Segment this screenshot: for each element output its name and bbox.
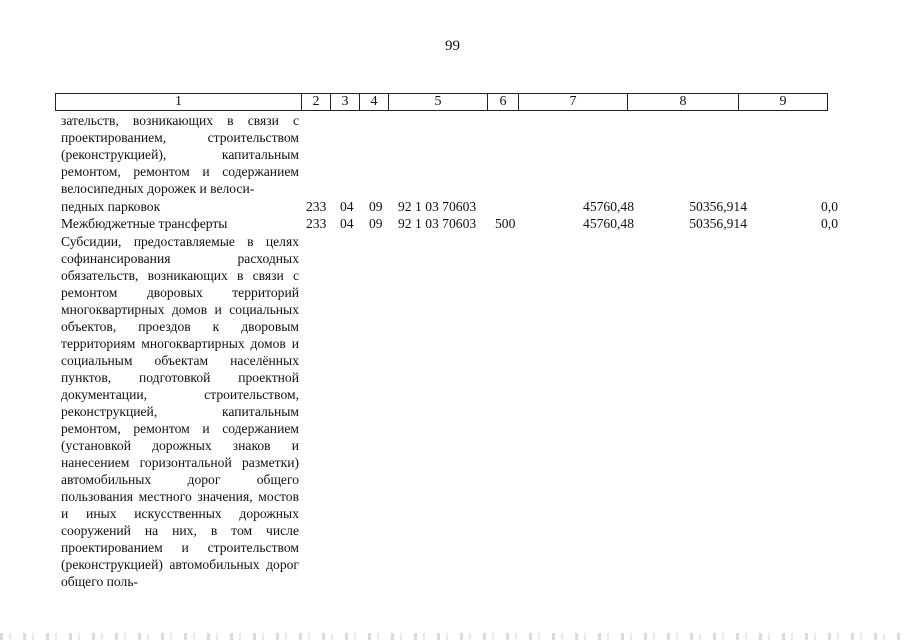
scan-noise xyxy=(0,633,905,640)
column-header-3: 3 xyxy=(331,94,360,111)
row-2-section: 04 xyxy=(340,216,354,231)
row-1-amount-1: 45760,48 xyxy=(583,199,634,214)
row-1-code-adm: 233 xyxy=(306,199,327,214)
page-number: 99 xyxy=(445,38,460,54)
row-1-section: 04 xyxy=(340,199,354,214)
column-header-1: 1 xyxy=(56,94,302,111)
row-3-description: Субсидии, предоставляемые в целях софинансирования расходных обязательств, возникающих в связи с ремонтом дворовых территорий многоквартирных домов и социальных объектов, проездов к дворовым территориям многоквартирных домов и социальным объектам населённых пунктов, подготовкой проектной документации, строительством, реконструкцией, капитальным ремонтом, ремонтом и содержанием (установкой дорожных знаков и нанесением горизонтальной разметки) автомобильных дорог общего пользования местного значения, мостов и иных искусственных дорожных сооружений на них, в том числе проектированием и строительством (реконструкцией) автомобильных дорог общего поль- xyxy=(61,234,299,589)
row-2-target-article: 92 1 03 70603 xyxy=(398,216,477,231)
column-header-8: 8 xyxy=(628,94,739,111)
column-header-7: 7 xyxy=(519,94,628,111)
row-2-code-adm: 233 xyxy=(306,216,327,231)
row-1-amount-3: 0,0 xyxy=(821,199,838,214)
column-header-5: 5 xyxy=(389,94,488,111)
column-header-6: 6 xyxy=(488,94,519,111)
column-header-table xyxy=(55,93,828,111)
row-2-expense-type: 500 xyxy=(495,216,516,231)
row-1-target-article: 92 1 03 70603 xyxy=(398,199,477,214)
row-2-description: Межбюджетные трансферты xyxy=(61,216,228,231)
column-header-2: 2 xyxy=(302,94,331,111)
row-1-description: зательств, возникающих в связи с проектированием, строительством (реконструкцией), капитальным ремонтом, ремонтом и содержанием велосипедных дорожек и велоси- xyxy=(61,113,299,196)
row-2-subsection: 09 xyxy=(369,216,383,231)
column-header-4: 4 xyxy=(360,94,389,111)
row-1-subsection: 09 xyxy=(369,199,383,214)
column-header-row xyxy=(56,94,828,111)
row-1-description-last: педных парковок xyxy=(61,199,161,214)
row-1-amount-2: 50356,914 xyxy=(689,199,747,214)
row-2-amount-3: 0,0 xyxy=(821,216,838,231)
column-header-9: 9 xyxy=(739,94,828,111)
row-2-amount-1: 45760,48 xyxy=(583,216,634,231)
row-2-amount-2: 50356,914 xyxy=(689,216,747,231)
